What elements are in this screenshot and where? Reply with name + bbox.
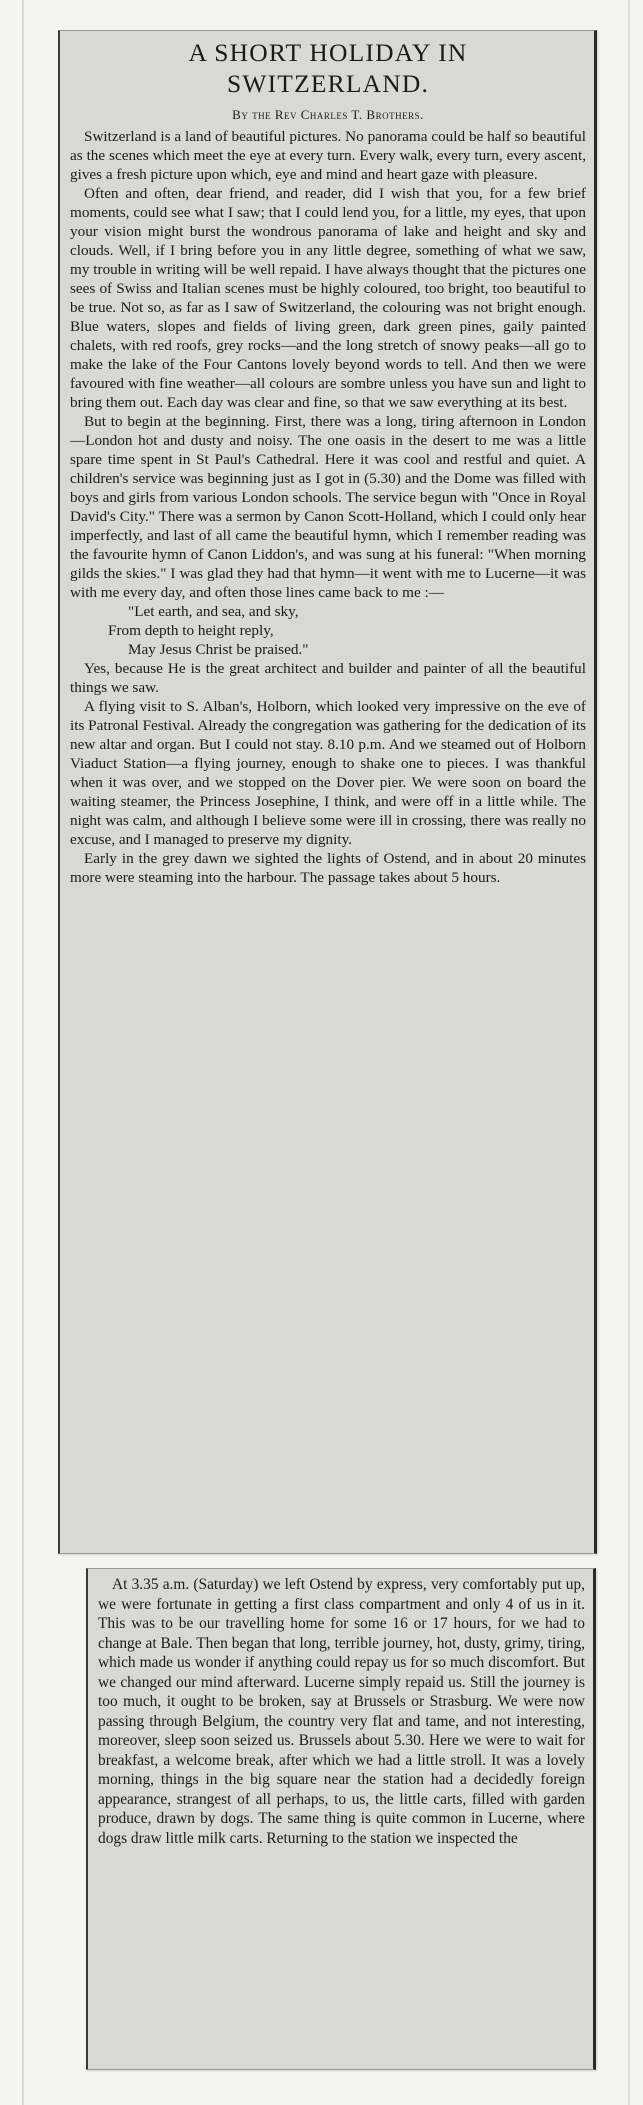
paragraph: Yes, because He is the great architect and builder and painter of all the beautiful things we saw.	[70, 660, 586, 696]
article-column-one	[60, 31, 594, 891]
clipping-part-one	[58, 30, 597, 1554]
headline-line-2: SWITZERLAND.	[226, 69, 430, 98]
paragraph: A flying visit to S. Alban's, Holborn, which looked very impressive on the eve of its Patronal Festival. Already the congregation was gathering for the dedication of its new altar and organ. But I could not stay. 8.10 p.m. And we steamed out of Holborn Viaduct Station—a flying journey, enough to shake one to pieces. I was thankful when it was over, and we stopped on the Dover pier. We were soon on board the waiting steamer, the Princess Josephine, I think, and were off in a little while. The night was calm, and although I believe some were ill in crossing, there was really no excuse, and I managed to preserve my dignity.	[70, 698, 586, 848]
clipping-part-two	[86, 1568, 596, 2070]
article-column-two	[88, 1569, 593, 1852]
paragraph: Switzerland is a land of beautiful pictures. No panorama could be half so beautiful as the scenes which meet the eye at every turn. Every walk, every turn, every ascent, gives a fresh picture upon which, eye and mind and heart gaze with pleasure.	[70, 128, 586, 183]
hymn-verse-line: May Jesus Christ be praised."	[128, 641, 309, 658]
paragraph: At 3.35 a.m. (Saturday) we left Ostend by express, very comfortably put up, we were fortunate in getting a first class compartment and only 4 of us in it. This was to be our travelling home for some 16 or 17 hours, for we had to change at Bale. Then began that long, terrible journey, hot, dusty, grimy, tiring, which made us wonder if anything could repay us for so much discomfort. But we changed our mind afterward. Lucerne simply repaid us. Still the journey is too much, it ought to be broken, say at Brussels or Strasburg. We were now passing through Belgium, the country very flat and tame, and not interesting, moreover, sleep soon seized us. Brussels about 5.30. Here we were to wait for breakfast, a welcome break, after which we had a little stroll. It was a lovely morning, things in the big square near the station had a decidedly foreign appearance, strangest of all perhaps, to us, the little carts, filled with garden produce, drawn by dogs. The same thing is quite common in Lucerne, where dogs draw little milk carts. Returning to the station we inspected the	[98, 1576, 585, 1847]
hymn-verse-line: From depth to height reply,	[108, 622, 274, 639]
article-headline	[70, 37, 586, 99]
board-edge-left	[22, 0, 24, 2105]
board-edge-right	[628, 0, 630, 2105]
paragraph: Early in the grey dawn we sighted the lights of Ostend, and in about 20 minutes more were steaming into the harbour. The passage takes about 5 hours.	[70, 850, 586, 886]
headline-line-1: A SHORT HOLIDAY IN	[188, 38, 468, 67]
article-byline: By the Rev Charles T. Brothers.	[232, 107, 424, 122]
paragraph: But to begin at the beginning. First, there was a long, tiring afternoon in London—London hot and dusty and noisy. The one oasis in the desert to me was a little spare time spent in St Paul's Cathedral. Here it was cool and restful and quiet. A children's service was beginning just as I got in (5.30) and the Dome was filled with boys and girls from various London schools. The service begun with "Once in Royal David's City." There was a sermon by Canon Scott-Holland, which I could only hear imperfectly, and last of all came the beautiful hymn, which I remember reading was the favourite hymn of Canon Liddon's, and was sung at his funeral: "When morning gilds the skies." I was glad they had that hymn—it went with me to Lucerne—it was with me every day, and often those lines came back to me :—	[70, 413, 586, 601]
paragraph: Often and often, dear friend, and reader, did I wish that you, for a few brief moments, could see what I saw; that I could lend you, for a little, my eyes, that upon your vision might burst the wondrous panorama of lake and height and sky and clouds. Well, if I bring before you in any little degree, something of what we saw, my trouble in writing will be well repaid. I have always thought that the pictures one sees of Swiss and Italian scenes must be highly coloured, too bright, too beautiful to be true. Not so, as far as I saw of Switzerland, the colouring was not bright enough. Blue waters, slopes and fields of living green, dark green pines, gaily painted chalets, with red roofs, grey rocks—and the long stretch of snowy peaks—all go to make the lake of the Four Cantons lovely beyond words to tell. And then we were favoured with fine weather—all colours are sombre unless you have sun and light to bring them out. Each day was clear and fine, so that we saw everything at its best.	[70, 185, 586, 411]
hymn-verse-line: "Let earth, and sea, and sky,	[128, 603, 299, 620]
